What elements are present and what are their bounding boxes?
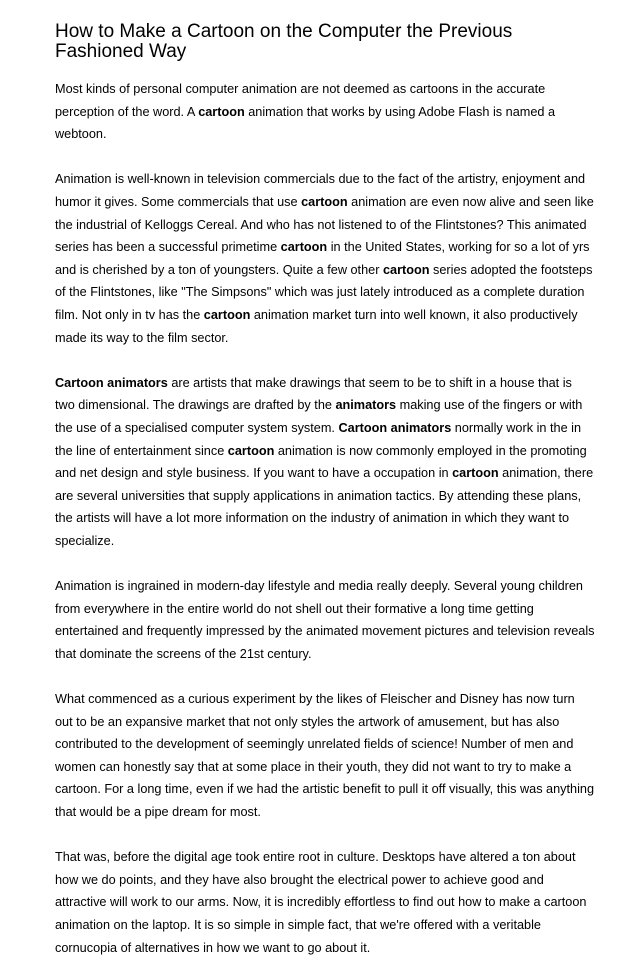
bold-keyword: cartoon [227,443,275,458]
paragraph [55,688,595,824]
paragraph-text: in the United States, working for so a lot of yrs and is cherished by a ton of youngsters. Quite a few other [55,240,590,277]
document-title: How to Make a Cartoon on the Computer the Previous Fashioned Way [55,21,513,62]
paragraph-text: animation that works by using Adobe Flash is named a webtoon. [55,104,556,142]
paragraph-text: Animation is ingrained in modern-day lifestyle and media really deeply. Several young children from everywhere in the entire world do not shell out their formative a long time getting entertained and frequently impressed by the animated movement pictures and television reveals that dominate the screens of the 21st century. [55,579,595,661]
bold-keyword: animators [335,398,397,413]
paragraph-text: animation market turn into well known, it also productively made its way to the film sector. [55,307,578,345]
paragraph-text: series adopted the footsteps of the Flintstones, like "The Simpsons" which was just lately introduced as a complete duration film. Not only in tv has the [55,262,593,322]
bold-keyword: cartoon [203,307,251,322]
paragraph-text: normally work in the in the line of entertainment since [55,420,582,458]
paragraph-text: Most kinds of personal computer animation are not deemed as cartoons in the accurate perception of the word. A [55,82,546,119]
paragraph-text: animation, there are several universities that supply applications in animation tactics. By attending these plans, the artists will have a lot more information on the industry of animation in which they want to specialize. [55,466,594,548]
bold-keyword: Cartoon animators [338,420,452,435]
paragraph-text: Animation is well-known in television commercials due to the fact of the artistry, enjoyment and humor it gives. Some commercials that use [55,172,586,209]
paragraph-text: animation is now commonly employed in the promoting and net design and style business. If you want to have a occupation in [55,443,587,481]
paragraph-text: making use of the fingers or with the use of a specialised computer system system. [55,398,583,435]
paragraph [55,78,595,146]
paragraph [55,168,595,349]
bold-keyword: cartoon [280,240,328,255]
bold-keyword: cartoon [198,104,245,119]
paragraph [55,575,595,665]
bold-keyword: cartoon [301,194,348,209]
bold-keyword: cartoon [382,262,430,277]
paragraph [55,372,595,553]
document-page [55,22,595,959]
paragraph-text: animation are even now alive and seen like the industrial of Kelloggs Cereal. And who has not listened to of the Flintstones? This animated series has been a successful primetime [55,194,594,255]
bold-keyword: Cartoon animators [55,375,168,390]
bold-keyword: cartoon [452,466,499,481]
paragraph-text: What commenced as a curious experiment by the likes of Fleischer and Disney has now turn out to be an expansive market that not only styles the artwork of amusement, but has also contributed to the development of seemingly unrelated fields of science! Number of men and women can honestly say that at some place in their youth, they did not want to try to make a cartoon. For a long time, even if we had the artistic benefit to pull it off visually, this was anything that would be a pipe dream for most. [55,692,595,819]
paragraph-text: That was, before the digital age took entire root in culture. Desktops have altered a ton about how we do points, and they have also brought the electrical power to achieve good and attractive will work to our arms. Now, it is incredibly effortless to find out how to make a cartoon animation on the laptop. It is so simple in simple fact, that we're offered with a veritable cornucopia of alternatives in how we want to go about it. [55,850,587,955]
paragraph-text: are artists that make drawings that seem to be to shift in a house that is two dimensional. The drawings are drafted by the [55,375,572,413]
